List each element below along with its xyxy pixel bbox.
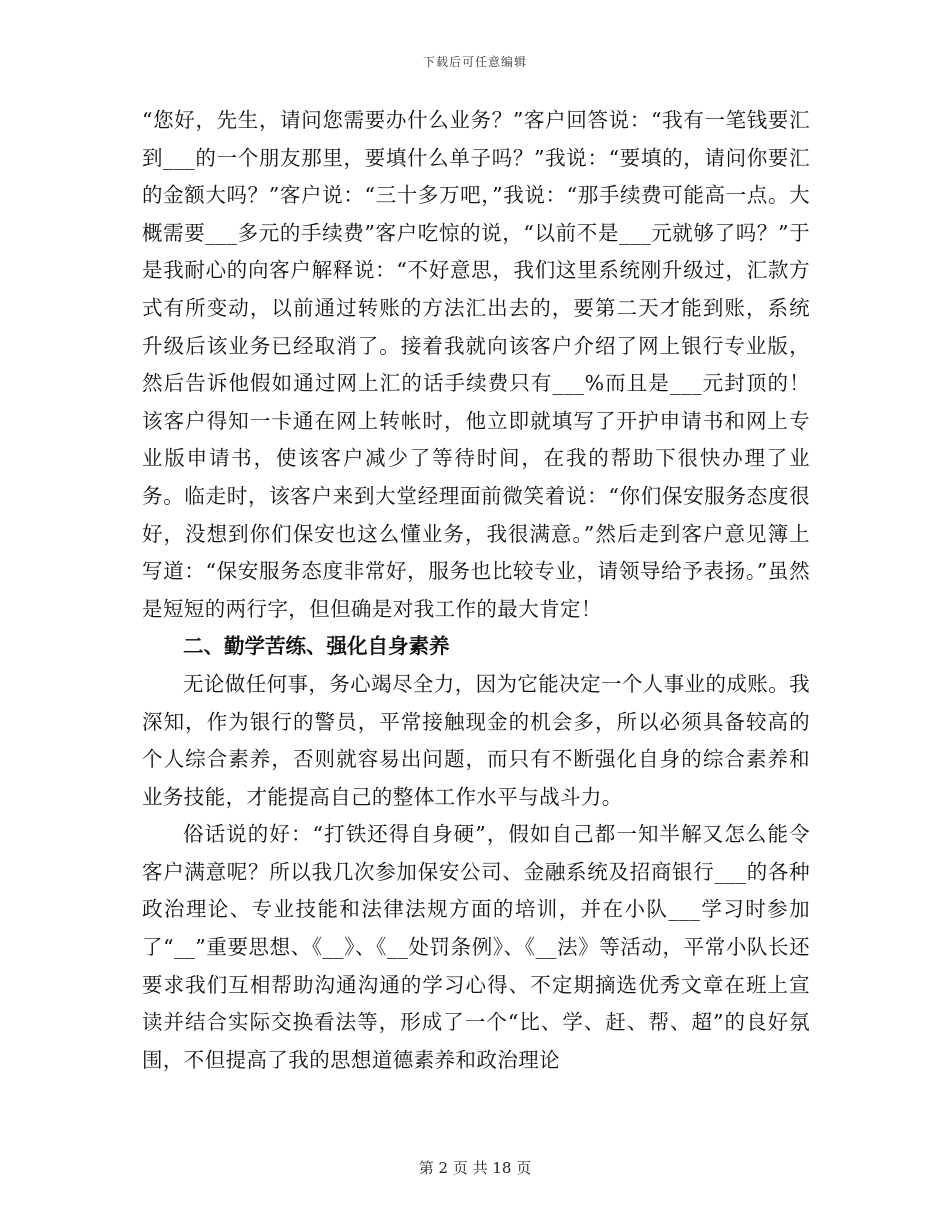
paragraph-customer-dialogue: “您好，先生，请问您需要办什么业务？”客户回答说：“我有一笔钱要汇到___的一个朋友那里，要填什么单子吗？”我说：“要填的，请问你要汇的金额大吗？”客户说：“三十多万吧，”我说：“那手续费可能高一点。大概需要___多元的手续费”客户吃惊的说，“以前不是___元就够了吗？”于是我耐心的向客户解释说：“不好意思，我们这里系统刚升级过，汇款方式有所变动，以前通过转账的方法汇出去的，要第二天才能到账，系统升级后该业务已经取消了。接着我就向该客户介绍了网上银行专业版，然后告诉他假如通过网上汇的话手续费只有___%而且是___元封顶的！该客户得知一卡通在网上转帐时，他立即就填写了开护申请书和网上专业版申请书，使该客户减少了等待时间，在我的帮助下很快办理了业务。临走时，该客户来到大堂经理面前微笑着说：“你们保安服务态度很好，没想到你们保安也这么懂业务，我很满意。”然后走到客户意见簿上写道：“保安服务态度非常好，服务也比较专业，请领导给予表扬。”虽然是短短的两行字，但但确是对我工作的最大肯定！ [142, 108, 810, 621]
document-body [142, 102, 810, 1079]
section-heading: 二、勤学苦练、强化自身素养 [183, 634, 450, 659]
paragraph-training: 俗话说的好：“打铁还得自身硬”，假如自己都一知半解又怎么能令客户满意呢？所以我几次参加保安公司、金融系统及招商银行___的各种政治理论、专业技能和法律法规方面的培训，并在小队___学习时参加了“__”重要思想、《__》、《__处罚条例》、《__法》等活动，平常小队长还要求我们互相帮助沟通沟通的学习心得、不定期摘选优秀文章在班上宣读并结合实际交换看法等，形成了一个“比、学、赶、帮、超”的良好氛围，不但提高了我的思想道德素养和政治理论 [142, 822, 810, 1072]
page-header: 下载后可任意编辑 [422, 55, 527, 69]
paragraph-self-improvement: 无论做任何事，务心竭尽全力，因为它能决定一个人事业的成账。我深知，作为银行的警员，平常接触现金的机会多，所以必须具备较高的个人综合素养，否则就容易出问题，而只有不断强化自身的综合素养和业务技能，才能提高自己的整体工作水平与战斗力。 [142, 671, 810, 809]
page-footer: 第 2 页 共 18 页 [418, 1159, 532, 1177]
